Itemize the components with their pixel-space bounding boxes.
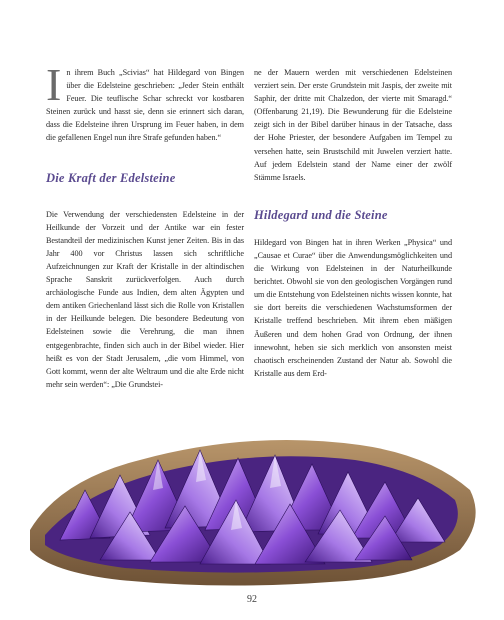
right-column — [254, 66, 452, 380]
drop-cap: I — [46, 59, 62, 110]
section2-text: Hildegard von Bingen hat in ihren Werken „Physica“ und „Causae et Curae“ über die Anwendungsmöglichkeiten und die Wirkung von Edelsteinen in der Naturheilkunde berichtet. Obwohl sie von den geologischen Vorgängen rund um die Entstehung von Edelsteinen nichts wissen konnte, hat sie dort bereits die verschiedenen Wachstumsformen der Kristalle treffend beschrieben. Mit ihrem eben mäßigen Äußeren und dem hohen Grad von Ordnung, der ihnen innewohnt, heben sie sich merklich von ansonsten meist chaotisch erscheinenden Zustand der Natur ab. Sowohl die Kristalle aus dem Erd- — [254, 237, 452, 378]
amethyst-photo — [0, 420, 504, 600]
page-number: 92 — [247, 594, 257, 605]
amethyst-crystal-icon — [0, 420, 504, 600]
intro-paragraph — [46, 59, 244, 145]
section1-text-part1: Die Verwendung der verschiedensten Edelsteine in der Heilkunde der Vorzeit und der Antike war ein fester Bestandteil der medizinischen Kunst jener Zeiten. Bis in das Jahr 400 vor Christus lassen sich schriftliche Aufzeichnungen zur Kraft der Kristalle in der altindischen Sprache Sanskrit zurückverfolgen. Auch durch archäologische Funde aus Indien, dem alten Ägypten und dem antiken Griechenland lässt sich die Rolle von Kristallen in der Heilkunde belegen. Die besondere Bedeutung von Edelsteinen sowie die Verehrung, die man ihnen entgegenbrachte, finden sich auch in der Bibel wieder. Hier heißt es von der Stadt Jerusalem, „die vom Himmel, von Gott kommt, wenn der alte Weltraum und die alte Erde nicht mehr sein werden“: „Die Grundstei- — [46, 209, 244, 389]
section-heading-kraft: Die Kraft der Edelsteine — [46, 170, 176, 185]
section1-text-part2: ne der Mauern werden mit verschiedenen Edelsteinen verziert sein. Der erste Grundstein mit Jaspis, der zweite mit Saphir, der dritte mit Chalzedon, der vierte mit Smaragd.“ (Offenbarung 21,19). Die Bewunderung für die Edelsteine zeigt sich in der Bibel darüber hinaus in der Tatsache, dass der Hohe Priester, der besondere Aufgaben im Tempel zu versehen hatte, sein Brustschild mit Juwelen verziert hatte. Auf jedem Edelstein stand der Name einer der zwölf Stämme Israels. — [254, 68, 452, 182]
section-heading-hildegard: Hildegard und die Steine — [254, 207, 388, 222]
left-column — [46, 59, 244, 391]
intro-text: n ihrem Buch „Scivias“ hat Hildegard von Bingen über die Edelsteine geschrieben: „Jeder Stein enthält Feuer. Die teuflische Schar schreckt vor kostbaren Steinen zurück und hasst sie, denn sie erinnert sich daran, dass die Edelsteine ihren Ursprung im Feuer haben, in dem die gefallenen Engel nun ihre Strafe gefunden haben.“ — [46, 68, 244, 143]
